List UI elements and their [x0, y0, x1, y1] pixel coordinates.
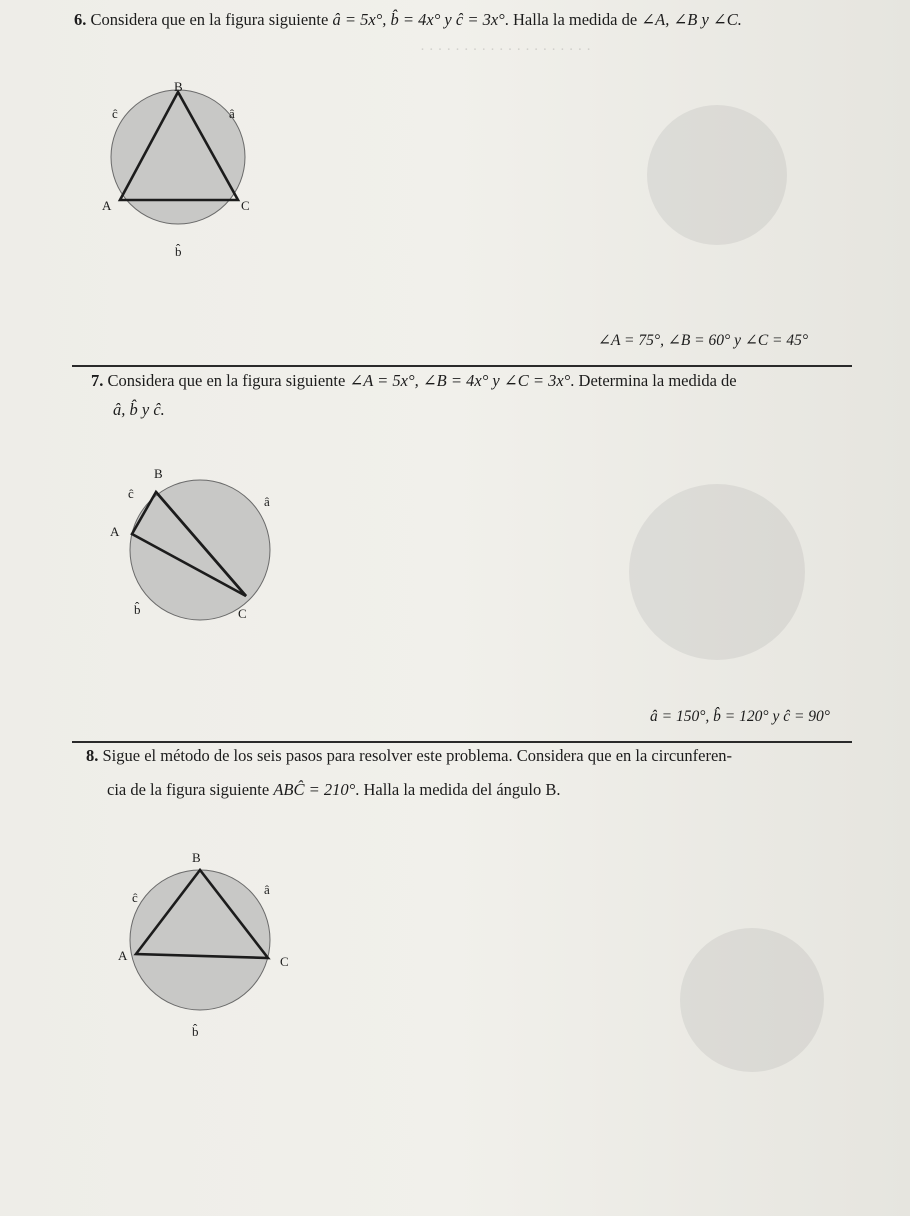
circle-shape: [130, 870, 270, 1010]
arc-b-label: b̂: [134, 602, 141, 617]
arc-c-label: ĉ: [132, 890, 138, 905]
vertex-c-label: C: [238, 606, 247, 621]
bleed-through-figure: [645, 100, 795, 250]
arc-c-label: ĉ: [112, 106, 118, 121]
vertex-c-label: C: [280, 954, 289, 969]
problem-8-statement-cont: cia de la figura siguiente ABĈ = 210°. Halla la medida del ángulo B.: [107, 780, 561, 799]
arc-c-label: ĉ: [128, 486, 134, 501]
arc-b-label: b̂: [192, 1024, 199, 1039]
problem-6-statement: 6. Considera que en la figura siguiente â = 5x°, b̂ = 4x° y ĉ = 3x°. Halla la medida de ∠A, ∠B y ∠C.: [74, 10, 742, 29]
bleed-through-figure: [680, 925, 830, 1075]
vertex-a-label: A: [102, 198, 112, 213]
vertex-b-label: B: [174, 79, 183, 94]
vertex-a-label: A: [110, 524, 120, 539]
vertex-a-label: A: [118, 948, 128, 963]
arc-a-label: â: [264, 882, 270, 897]
problem-8-figure: [108, 840, 288, 1040]
bleed-through-figure: [625, 480, 815, 670]
bleed-through-text: · · · · · · · · · · · · · · · · · · · ·: [420, 42, 592, 58]
arc-a-label: â: [264, 494, 270, 509]
problem-6-answer: ∠A = 75°, ∠B = 60° y ∠C = 45°: [598, 332, 809, 349]
problem-7-answer: â = 150°, b̂ = 120° y ĉ = 90°: [650, 708, 830, 725]
vertex-b-label: B: [154, 466, 163, 481]
problem-8-statement: 8. Sigue el método de los seis pasos para resolver este problema. Considera que en la circunferen-: [86, 746, 733, 765]
problem-7-statement: 7. Considera que en la figura siguiente ∠A = 5x°, ∠B = 4x° y ∠C = 3x°. Determina la medida de: [91, 371, 737, 390]
problem-7-statement-cont: â, b̂ y ĉ.: [113, 400, 165, 419]
vertex-b-label: B: [192, 850, 201, 865]
problem-6-figure: [98, 80, 268, 260]
vertex-c-label: C: [241, 198, 250, 213]
arc-a-label: â: [229, 106, 235, 121]
divider-line: [72, 741, 852, 743]
arc-b-label: b̂: [175, 244, 182, 259]
problem-7-figure: [108, 468, 278, 628]
divider-line: [72, 365, 852, 367]
circle-shape: [111, 90, 245, 224]
